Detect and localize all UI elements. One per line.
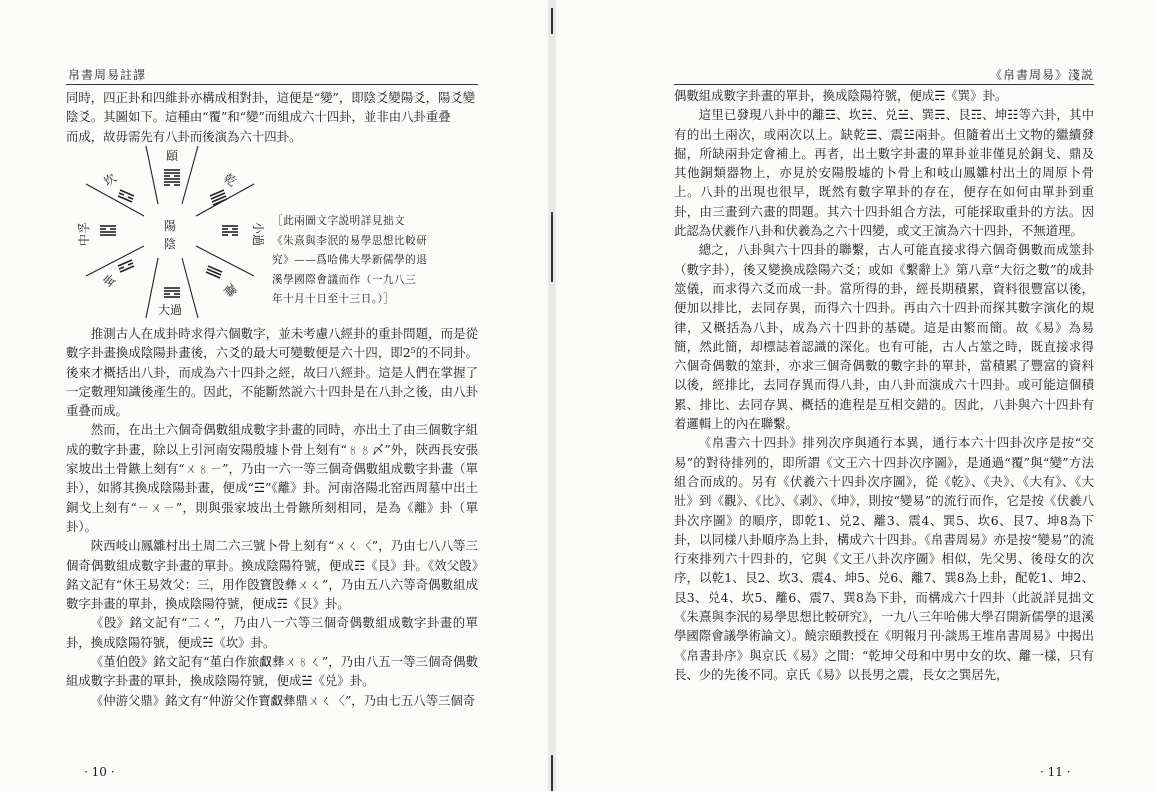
diagram-label-yi: 頤 [165, 149, 179, 163]
caption-line: 年十月十日至十三日。）］ [272, 293, 395, 305]
paragraph: 然而，在出土六個奇偶數組成數字卦畫的同時，亦出土了由三個數字組成的數字卦畫，除以上引河南安陽殷墟卜骨上刻有“〥〥〆”外，陝西長安張家坡出土骨鏃上刻有“ㄨ〥ㄧ”，乃由一六一等三個奇偶數組成數字卦畫（單卦），如將其換成陰陽卦畫，便成“☲”《離》卦。河南洛陽北窑西周墓中出土銅戈上刻有“ㄧㄨㄧ”，則與張家坡出土骨鏃所刻相同，是為《離》卦（單卦）。 [66, 422, 478, 534]
diagram-label-kun: 坤 [100, 270, 120, 290]
running-head: 帛書周易註譯 [68, 68, 147, 82]
right-page [556, 0, 1156, 791]
paragraph: 《仲游父鼎》銘文有“仲游父作寶𠭯彝鼎ㄨㄑ〈”，乃由七五八等三個奇 [90, 692, 476, 708]
running-head: 《帛書周易》淺説 [989, 68, 1094, 82]
caption-line: 溪學國際會議而作（一九八三 [272, 273, 417, 286]
gutter-mark-bottom [551, 755, 553, 791]
paragraph: 陝西岐山鳳雛村出土周二六三號卜骨上刻有“ㄨㄑ〈”，乃由七八八等三個奇偶數組成數字卦畫的單卦。換成陰陽符號，便成☶《艮》卦。《效父𣪘》銘文記有“休王易效父：三，用作𣪘寶𣪘彝ㄨㄑ”，乃由五八六等奇偶數組成數字卦畫的單卦，換成陰陽符號，便成☶《艮》卦。 [66, 538, 478, 612]
diagram-label-li: 離 [220, 280, 240, 300]
caption-line: ［此兩圖文字説明詳見拙文 [272, 215, 406, 227]
diagram-label-zhongfu: 中孚 [77, 221, 91, 247]
paragraph: 偶數組成數字卦畫的單卦，換成陰陽符號，便成☴《巽》卦。 [674, 88, 1008, 103]
page-number: · 11 · [1040, 765, 1071, 779]
diagram-label-daguo: 大過 [157, 303, 183, 317]
header-rule [674, 84, 1094, 85]
diagram-label-xiaoguo: 小過 [251, 221, 265, 247]
text-line: 而成，故毋需先有八卦而後演為六十四卦。 [66, 128, 302, 144]
caption-line: 《朱熹與李泯的易學思想比較研 [272, 234, 428, 247]
diagram-center-yang: 陽 [163, 219, 177, 233]
right-body-text [674, 86, 1094, 684]
hexagram-marks [100, 170, 238, 297]
left-page [0, 0, 548, 791]
paragraph: 《堇伯𣪘》銘文記有“堇白作旅𠭯彝ㄨ〥ㄑ”，乃由八五一等三個奇偶數組成數字卦畫的單卦，換成陰陽符號，便成☱《兑》卦。 [66, 654, 478, 689]
paragraph: 推測古人在成卦時求得六個數字，並未考慮八經卦的重卦問題，而是從數字卦畫換成陰陽卦畫後，六爻的最大可變數便是六十四，即2⁵的不同卦。後來才概括出八卦，而成為六十四卦之經，故曰八經卦。這是人們在掌握了一定數理知識後產生的。因此，不能斷然説六十四卦是在八卦之後，由八卦重叠而成。 [66, 326, 478, 419]
gutter-mark-top [551, 8, 553, 34]
text-line: 同時，四正卦和四維卦亦構成相對卦，這便是“變”，即陰爻變陽爻，陽爻變 [66, 90, 476, 105]
caption-line: 究》——爲哈佛大學新儒學的退 [272, 254, 428, 266]
paragraph: 總之，八卦與六十四卦的聯繫，古人可能直接求得六個奇偶數而成筮卦（數字卦），後又變換成陰陽六爻；或如《繫辭上》第八章“大衍之數”的成卦筮儀，而求得六爻而成一卦。當所得的卦，經長期積累，資料很豐富以後，便加以排比，去同存異，而得六十四卦。再由六十四卦而探其數字演化的規律，又概括為八卦，成為六十四卦的基礎。這是由繁而簡。故《易》為易簡，然此簡，却標誌着認識的深化。也有可能，古人占筮之時，既直接求得六個奇偶數的筮卦，亦求三個奇偶數的數字卦的單卦，當積累了豐富的資料以後，經排比，去同存異而得八卦，由八卦而演成六十四卦。或可能這個積累、排比、去同存異、概括的進程是互相交錯的。因此，八卦與六十四卦有着邏輯上的內在聯繫。 [674, 242, 1094, 432]
left-body-text [66, 324, 478, 710]
intro-text [66, 88, 478, 146]
header-rule [66, 84, 478, 85]
paragraph: 這里已發現八卦中的離☲、坎☵、兑☱、巽☴、艮☶、坤☷等六卦，其中有的出土兩次，或兩次以上。缺乾☰、震☳兩卦。但隨着出土文物的繼續發掘，所缺兩卦定會補上。再者，出土數字卦畫的單卦並非僅見於銅戈、鼎及其他銅類器物上，亦見於安陽殷墟的卜骨上和岐山鳳雛村出土的周原卜骨上。八卦的出現也很早，既然有數字單卦的存在，便存在如何由單卦到重卦，由三畫到六畫的問題。其六十四卦組合方法，可能採取重卦的方法。因此認為伏羲作八卦和伏羲為之六十四變，或文王演為六十四卦，不無道理。 [674, 107, 1094, 239]
paragraph: 《𣪘》銘文記有“二ㄑ”，乃由八一六等三個奇偶數組成數字卦畫的單卦，換成陰陽符號，便成☵《坎》卦。 [66, 615, 478, 650]
diagram-caption [272, 212, 480, 310]
page-number: · 10 · [84, 765, 115, 779]
diagram-label-qian: 乾 [221, 170, 239, 190]
bagua-diagram [70, 142, 270, 322]
diagram-center-yin: 陰 [163, 237, 177, 251]
diagram-label-kan: 坎 [101, 170, 119, 190]
book-gutter [548, 0, 556, 791]
paragraph: 《帛書六十四卦》排列次序與通行本異，通行本六十四卦次序是按“交易”的對待排列的，即所謂《文王六十四卦次序圖》，是通過“覆”與“變”方法組合而成的。另有《伏羲六十四卦次序圖》，從《乾》、《夬》、《大有》、《大壯》到《觀》、《比》、《剥》、《坤》，則按“變易”的流行而作，它是按《伏羲八卦次序圖》的順序，即乾1、兑2、離3、震4、巽5、坎6、艮7、坤8為下卦，以同樣八卦順序為上卦，構成六十四卦。《帛書周易》亦是按“變易”的流行來排列六十四卦的，它與《文王八卦次序圖》相似，先父男、後母女的次序，以乾1、艮2、坎3、震4、坤5、兑6、離7、巽8為上卦，配乾1、坤2、艮3、兑4、坎5、離6、震7、巽8為下卦，而構成六十四卦（此説詳見拙文《朱熹與李泯的易學思想比較研究》，一九八三年哈佛大學召開新儒學的退溪學國際會議學術論文）。饒宗頤教授在《明報月刊·談馬王堆帛書周易》中揭出《帛書卦序》與京氏《易》之間：“乾坤父母和中男中女的坎、離一樣，只有長、少的先後不同。京氏《易》以長男之震，長女之巽居先， [674, 435, 1094, 682]
gutter-mark-mid [551, 212, 553, 282]
text-line: 陰爻。其圖如下。這種由“覆”和“變”而組成六十四卦，並非由八卦重叠 [66, 109, 451, 125]
